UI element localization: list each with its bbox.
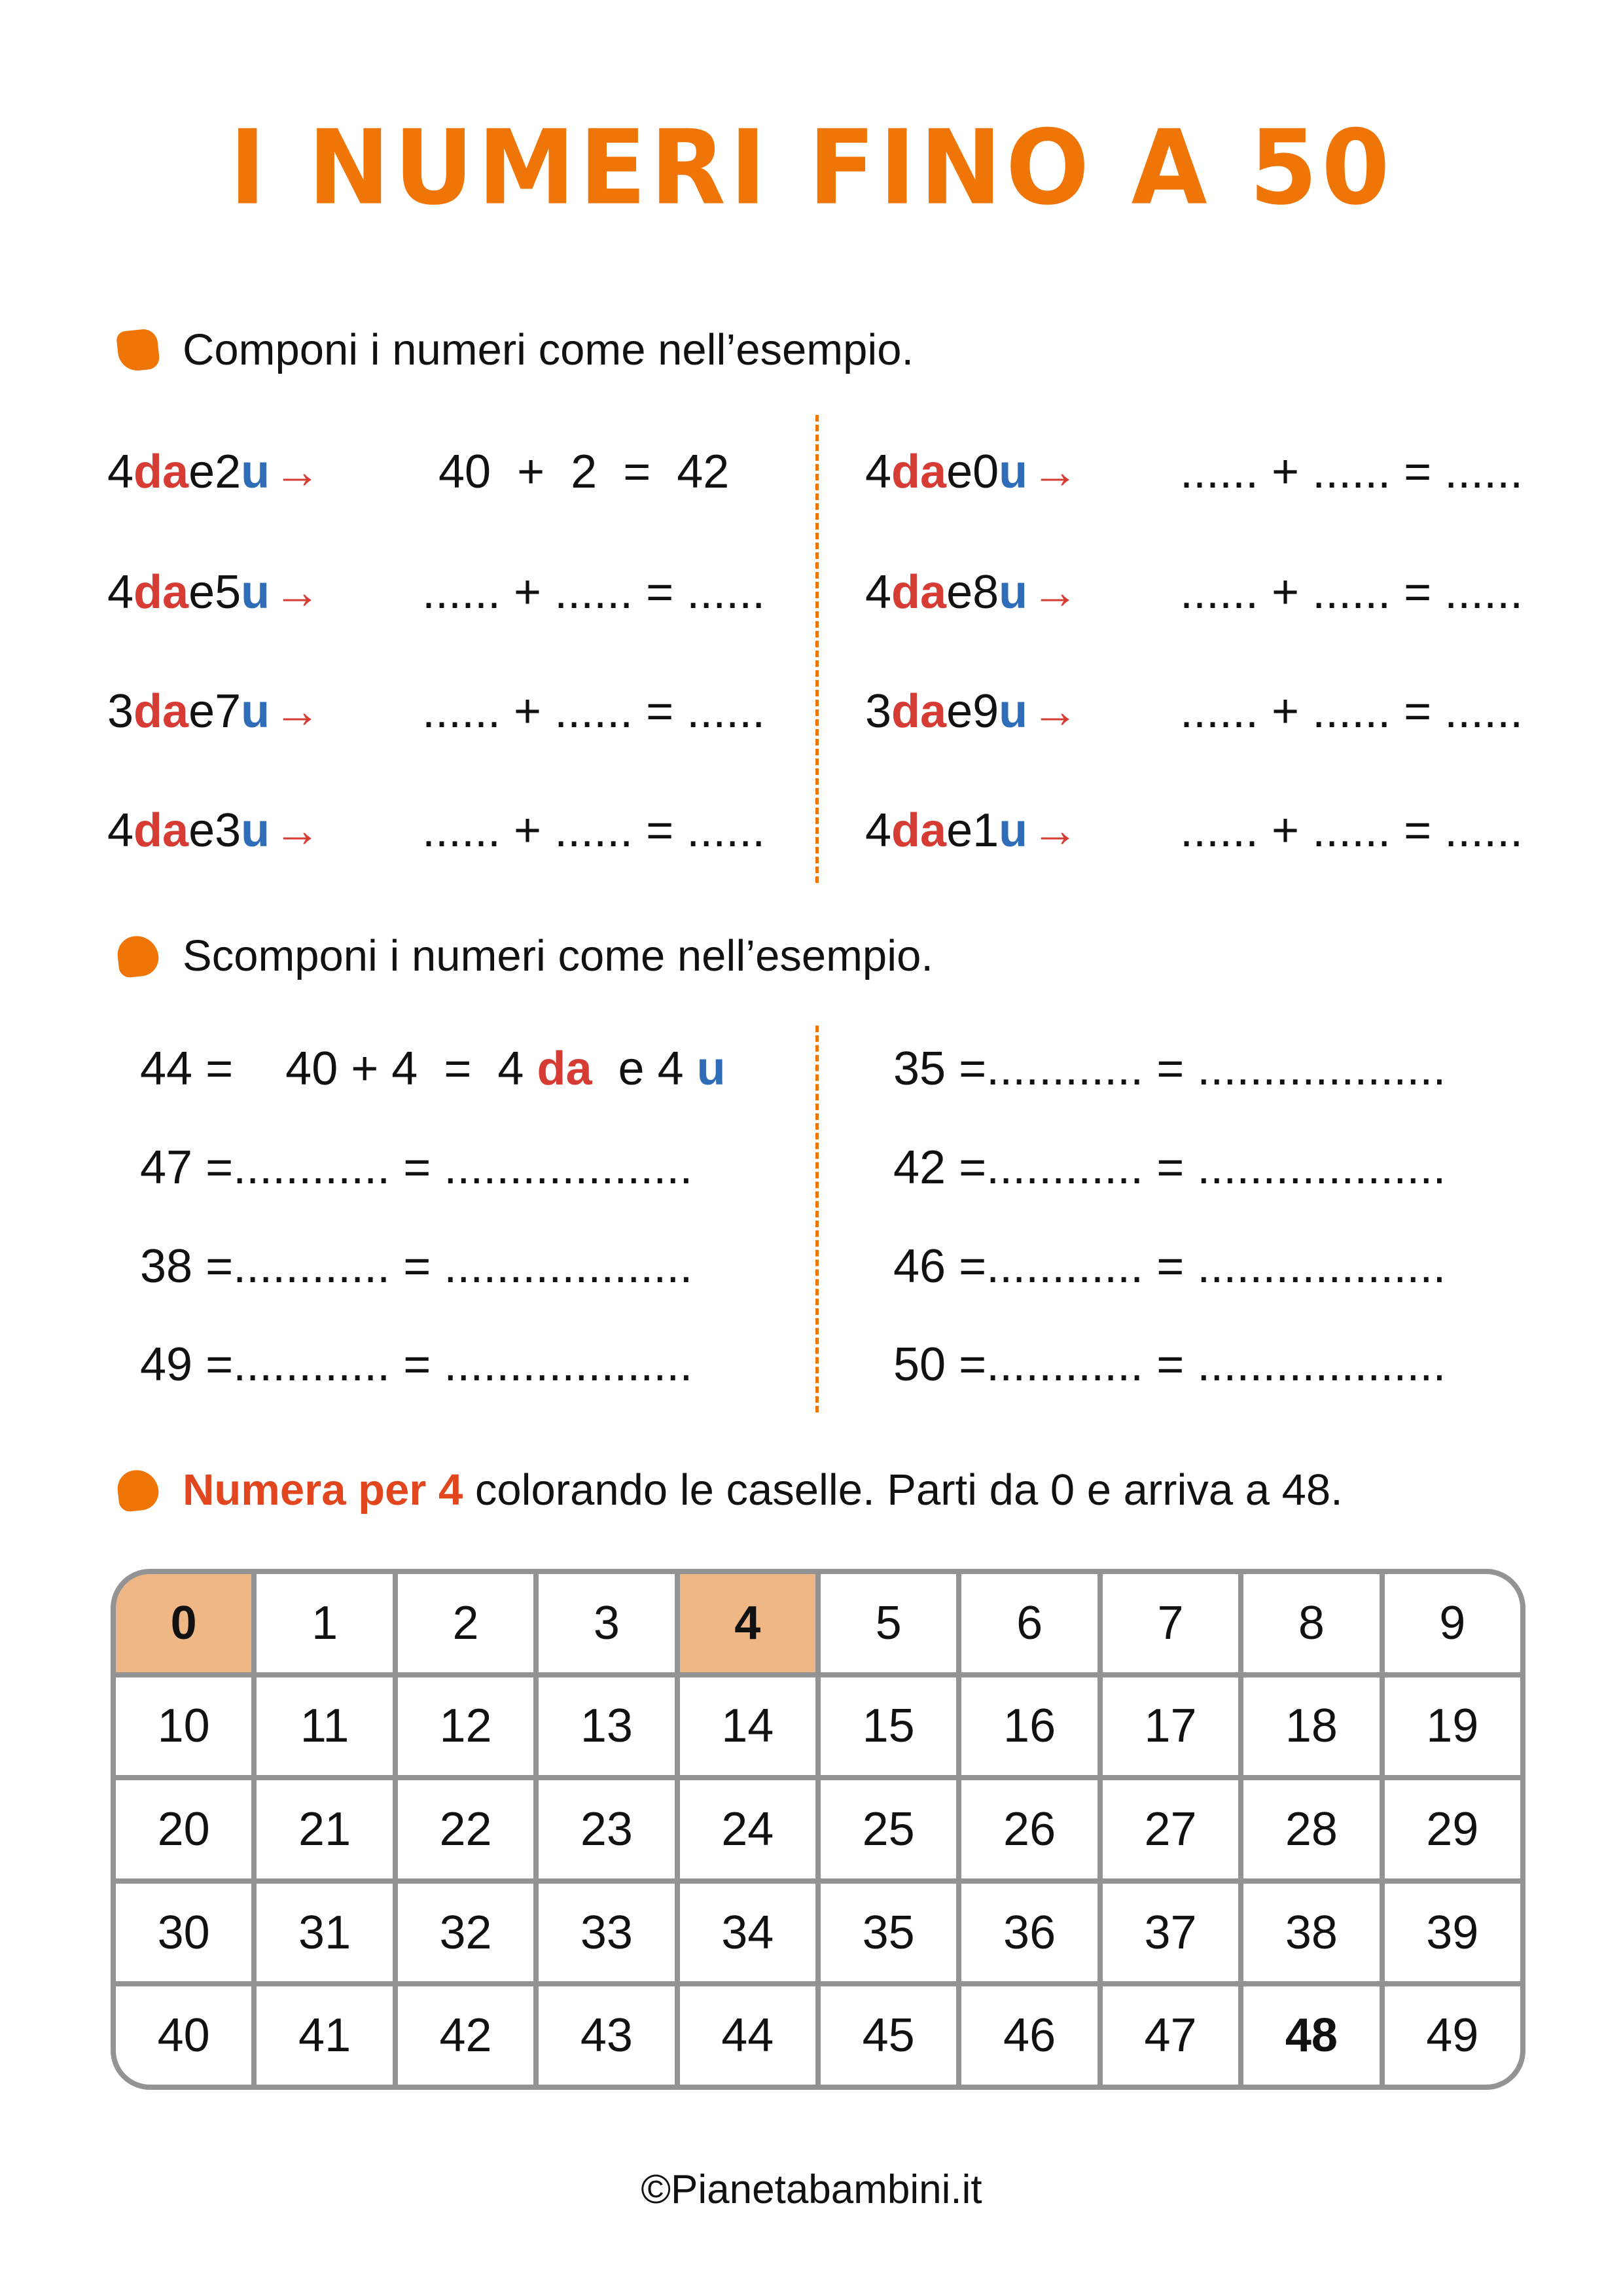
arrow-icon: → [1031, 566, 1079, 619]
grid-cell-2[interactable]: 2 [398, 1574, 533, 1672]
section1-divider [815, 415, 819, 883]
grid-cell-38[interactable]: 38 [1243, 1884, 1379, 1982]
e-label: e [946, 446, 973, 498]
grid-cell-41[interactable]: 41 [257, 1986, 392, 2085]
arrow-icon: → [274, 566, 321, 619]
grid-cell-19[interactable]: 19 [1385, 1677, 1520, 1776]
arrow-icon: → [274, 804, 321, 857]
grid-cell-3[interactable]: 3 [539, 1574, 674, 1672]
u-label: u [241, 804, 270, 857]
grid-cell-33[interactable]: 33 [539, 1884, 674, 1982]
e-label: e [188, 566, 215, 619]
footer-credit: ©Pianetabambini.it [641, 2167, 982, 2212]
arrow-icon: → [1031, 685, 1079, 738]
grid-cell-10[interactable]: 10 [116, 1677, 251, 1776]
number: 42 = [893, 1141, 987, 1194]
tens-value: 3 [107, 685, 134, 738]
compose-row [865, 685, 1524, 738]
number-grid [111, 1569, 1525, 2090]
grid-cell-13[interactable]: 13 [539, 1677, 674, 1776]
grid-cell-35[interactable]: 35 [821, 1884, 956, 1982]
grid-cell-43[interactable]: 43 [539, 1986, 674, 2085]
grid-cell-5[interactable]: 5 [821, 1574, 956, 1672]
decompose-row [140, 1338, 692, 1391]
answer-blank[interactable]: ...... + ...... = ...... [1180, 446, 1524, 498]
u-label: u [241, 685, 270, 738]
answer-blank[interactable]: ............ = ................... [233, 1338, 693, 1391]
units-value: 1 [972, 804, 999, 857]
grid-cell-36[interactable]: 36 [961, 1884, 1097, 1982]
number: 46 = [893, 1240, 987, 1293]
u-label: u [999, 685, 1028, 738]
arrow-icon: → [274, 446, 321, 498]
number: 50 = [893, 1338, 987, 1391]
grid-cell-40[interactable]: 40 [116, 1986, 251, 2085]
compose-row [107, 565, 766, 619]
u-label: u [999, 804, 1028, 857]
answer-blank[interactable]: ............ = ................... [986, 1043, 1446, 1095]
sum: 40 + 4 = [285, 1043, 472, 1095]
compose-row [865, 565, 1524, 619]
answer-blank[interactable]: ...... + ...... = ...... [422, 566, 766, 619]
grid-cell-18[interactable]: 18 [1243, 1677, 1379, 1776]
grid-cell-37[interactable]: 37 [1103, 1884, 1238, 1982]
grid-cell-29[interactable]: 29 [1385, 1780, 1520, 1878]
number: 35 = [893, 1043, 987, 1095]
answer-blank[interactable]: ...... + ...... = ...... [422, 685, 766, 738]
decompose-row [140, 1141, 692, 1194]
tens-value: 4 [865, 446, 892, 498]
e-label: e [188, 685, 215, 738]
e-label: e [946, 685, 973, 738]
arrow-icon: → [1031, 446, 1079, 498]
compose-row [865, 804, 1524, 857]
grid-cell-46[interactable]: 46 [961, 1986, 1097, 2085]
grid-cell-39[interactable]: 39 [1385, 1884, 1520, 1982]
grid-cell-25[interactable]: 25 [821, 1780, 956, 1878]
section1-heading [118, 325, 914, 375]
grid-cell-23[interactable]: 23 [539, 1780, 674, 1878]
section2-heading [118, 931, 933, 981]
section3-heading [118, 1465, 1343, 1515]
tens-value: 4 [107, 804, 134, 857]
grid-cell-15[interactable]: 15 [821, 1677, 956, 1776]
u-label: u [241, 566, 270, 619]
units-value: 7 [215, 685, 241, 738]
number: 38 = [140, 1240, 234, 1293]
da-label: da [537, 1043, 592, 1095]
tens-value: 3 [865, 685, 892, 738]
number: 49 = [140, 1338, 234, 1391]
section2-divider [815, 1026, 819, 1412]
orange-bullet-icon [116, 327, 160, 372]
u-label: u [999, 566, 1028, 619]
compose-row [107, 445, 730, 499]
answer-blank[interactable]: ...... + ...... = ...... [1180, 685, 1524, 738]
da-label: da [891, 804, 947, 857]
grid-cell-6[interactable]: 6 [961, 1574, 1097, 1672]
units-value: 2 [215, 446, 241, 498]
answer-blank[interactable]: ............ = ................... [986, 1338, 1446, 1391]
page-title: I NUMERI FINO A 50 [229, 108, 1394, 228]
decompose-row [893, 1240, 1446, 1293]
grid-cell-11[interactable]: 11 [257, 1677, 392, 1776]
arrow-icon: → [1031, 804, 1079, 857]
grid-cell-30[interactable]: 30 [116, 1884, 251, 1982]
grid-cell-47[interactable]: 47 [1103, 1986, 1238, 2085]
number: 47 = [140, 1141, 234, 1194]
answer-blank[interactable]: ...... + ...... = ...... [1180, 566, 1524, 619]
section2-heading-text: Scomponi i numeri come nell’esempio. [183, 931, 933, 980]
grid-cell-28[interactable]: 28 [1243, 1780, 1379, 1878]
grid-cell-31[interactable]: 31 [257, 1884, 392, 1982]
grid-cell-44[interactable]: 44 [680, 1986, 815, 2085]
answer-blank[interactable]: ...... + ...... = ...... [422, 804, 766, 857]
example-answer: 40 + 2 = 42 [438, 446, 730, 498]
answer-blank[interactable]: ............ = ................... [233, 1240, 693, 1293]
grid-cell-27[interactable]: 27 [1103, 1780, 1238, 1878]
da-label: da [134, 566, 189, 619]
grid-cell-9[interactable]: 9 [1385, 1574, 1520, 1672]
grid-cell-0[interactable]: 0 [116, 1574, 251, 1672]
da-label: da [891, 446, 947, 498]
section1-heading-text: Componi i numeri come nell’esempio. [183, 325, 914, 374]
grid-cell-24[interactable]: 24 [680, 1780, 815, 1878]
grid-cell-14[interactable]: 14 [680, 1677, 815, 1776]
da-label: da [134, 804, 189, 857]
tens-value: 4 [497, 1043, 524, 1095]
e-label: e [188, 804, 215, 857]
answer-blank[interactable]: ...... + ...... = ...... [1180, 804, 1524, 857]
da-label: da [134, 446, 189, 498]
decompose-example-row [140, 1042, 726, 1096]
e-label: e [946, 566, 973, 619]
grid-cell-48[interactable]: 48 [1243, 1986, 1379, 2085]
e-label: e [946, 804, 973, 857]
da-label: da [891, 685, 947, 738]
e-label: e [188, 446, 215, 498]
answer-blank[interactable]: ............ = ................... [986, 1141, 1446, 1194]
units-value: 9 [972, 685, 999, 738]
grid-cell-42[interactable]: 42 [398, 1986, 533, 2085]
decompose-row [140, 1240, 692, 1293]
e-label: e [618, 1043, 645, 1095]
compose-row [865, 445, 1524, 499]
grid-cell-45[interactable]: 45 [821, 1986, 956, 2085]
grid-cell-22[interactable]: 22 [398, 1780, 533, 1878]
da-label: da [134, 685, 189, 738]
grid-cell-8[interactable]: 8 [1243, 1574, 1379, 1672]
orange-bullet-icon [116, 933, 160, 978]
decompose-row [893, 1141, 1446, 1194]
number: 44 = [140, 1043, 234, 1095]
grid-cell-49[interactable]: 49 [1385, 1986, 1520, 2085]
grid-cell-34[interactable]: 34 [680, 1884, 815, 1982]
answer-blank[interactable]: ............ = ................... [986, 1240, 1446, 1293]
grid-cell-26[interactable]: 26 [961, 1780, 1097, 1878]
grid-cell-1[interactable]: 1 [257, 1574, 392, 1672]
tens-value: 4 [107, 446, 134, 498]
tens-value: 4 [107, 566, 134, 619]
units-value: 4 [657, 1043, 684, 1095]
answer-blank[interactable]: ............ = ................... [233, 1141, 693, 1194]
units-value: 0 [972, 446, 999, 498]
section3-heading-highlight: Numera per 4 [183, 1465, 463, 1515]
units-value: 3 [215, 804, 241, 857]
decompose-row [893, 1042, 1446, 1096]
grid-cell-32[interactable]: 32 [398, 1884, 533, 1982]
arrow-icon: → [274, 685, 321, 738]
decompose-row [893, 1338, 1446, 1391]
compose-row [107, 804, 766, 857]
da-label: da [891, 566, 947, 619]
grid-cell-4[interactable]: 4 [680, 1574, 815, 1672]
tens-value: 4 [865, 804, 892, 857]
grid-cell-16[interactable]: 16 [961, 1677, 1097, 1776]
grid-cell-12[interactable]: 12 [398, 1677, 533, 1776]
u-label: u [241, 446, 270, 498]
grid-cell-7[interactable]: 7 [1103, 1574, 1238, 1672]
section3-heading-text: colorando le caselle. Parti da 0 e arriva a 48. [463, 1465, 1343, 1515]
u-label: u [696, 1043, 726, 1095]
u-label: u [999, 446, 1028, 498]
units-value: 5 [215, 566, 241, 619]
grid-cell-17[interactable]: 17 [1103, 1677, 1238, 1776]
orange-bullet-icon [116, 1467, 160, 1512]
grid-cell-20[interactable]: 20 [116, 1780, 251, 1878]
tens-value: 4 [865, 566, 892, 619]
units-value: 8 [972, 566, 999, 619]
compose-row [107, 685, 766, 738]
grid-cell-21[interactable]: 21 [257, 1780, 392, 1878]
